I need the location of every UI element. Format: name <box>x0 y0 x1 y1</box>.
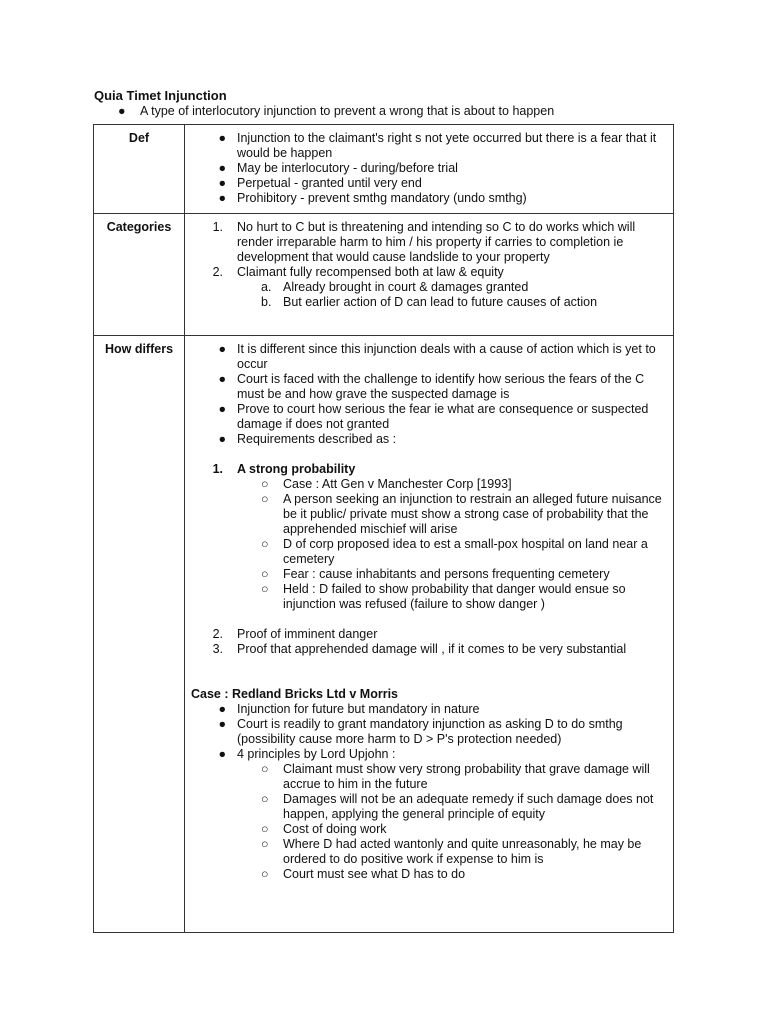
notes-table <box>93 124 674 933</box>
sub-item: b. But earlier action of D can lead to future causes of action <box>261 295 598 309</box>
requirement-heading: 1. A strong probability <box>212 462 356 476</box>
case-heading: Case : Redland Bricks Ltd v Morris <box>191 687 399 701</box>
list-item: ● Injunction for future but mandatory in nature <box>218 702 480 716</box>
list-item: ● May be interlocutory - during/before trial <box>218 161 458 175</box>
list-item: ● Court is faced with the challenge to identify how serious the fears of the C must be and how grave the suspected damage is <box>218 372 645 401</box>
list-item: 1. No hurt to C but is threatening and intending so C to do works which will render irreparable harm to him / his property if carries to completion ie development that would cause landslide to your property <box>212 220 636 264</box>
row-label-def: Def <box>94 125 185 214</box>
row-label-categories: Categories <box>94 214 185 336</box>
row-label-how-differs: How differs <box>94 336 185 933</box>
row-content-def <box>185 125 674 214</box>
sub-item: ○ Court must see what D has to do <box>261 867 466 881</box>
intro-text: A type of interlocutory injunction to prevent a wrong that is about to happen <box>140 104 555 118</box>
list-item: 2. Proof of imminent danger <box>212 627 378 641</box>
sub-item: ○ D of corp proposed idea to est a small-pox hospital on land near a cemetery <box>261 537 648 566</box>
sub-item: ○ Cost of doing work <box>261 822 387 836</box>
list-item: ● 4 principles by Lord Upjohn : <box>218 747 396 761</box>
list-item: 3. Proof that apprehended damage will , if it comes to be very substantial <box>212 642 627 656</box>
sub-item: ○ Damages will not be an adequate remedy if such damage does not happen, applying the general principle of equity <box>261 792 654 821</box>
list-item: 2. Claimant fully recompensed both at law & equity <box>212 265 504 279</box>
list-item: ● It is different since this injunction deals with a cause of action which is yet to occur <box>218 342 656 371</box>
row-def <box>94 125 674 214</box>
sub-item: ○ Claimant must show very strong probability that grave damage will accrue to him in the future <box>261 762 650 791</box>
sub-item: ○ Held : D failed to show probability that danger would ensue so injunction was refused (failure to show danger ) <box>261 582 626 611</box>
row-content-categories <box>185 214 674 336</box>
row-how-differs <box>94 336 674 933</box>
bullet-marker: ● <box>118 104 126 118</box>
row-content-how-differs <box>185 336 674 933</box>
row-categories <box>94 214 674 336</box>
sub-item: ○ A person seeking an injunction to restrain an alleged future nuisance be it public/ private must show a strong case of probability that the apprehended mischief will arise <box>261 492 662 536</box>
list-item: ● Injunction to the claimant's right s not yete occurred but there is a fear that it would be happen <box>218 131 657 160</box>
page-title: Quia Timet Injunction <box>94 88 227 103</box>
list-item: ● Perpetual - granted until very end <box>218 176 422 190</box>
list-item: ● Prohibitory - prevent smthg mandatory (undo smthg) <box>218 191 527 205</box>
list-item: ● Prove to court how serious the fear ie what are consequence or suspected damage if does not granted <box>218 402 649 431</box>
sub-item: ○ Where D had acted wantonly and quite unreasonably, he may be ordered to do positive work if expense to him is <box>261 837 642 866</box>
sub-item: a. Already brought in court & damages granted <box>261 280 529 294</box>
sub-item: ○ Case : Att Gen v Manchester Corp [1993] <box>261 477 512 491</box>
sub-item: ○ Fear : cause inhabitants and persons frequenting cemetery <box>261 567 610 581</box>
list-item: ● Requirements described as : <box>218 432 397 446</box>
list-item: ● Court is readily to grant mandatory injunction as asking D to do smthg (possibility cause more harm to D > P's protection needed) <box>218 717 623 746</box>
